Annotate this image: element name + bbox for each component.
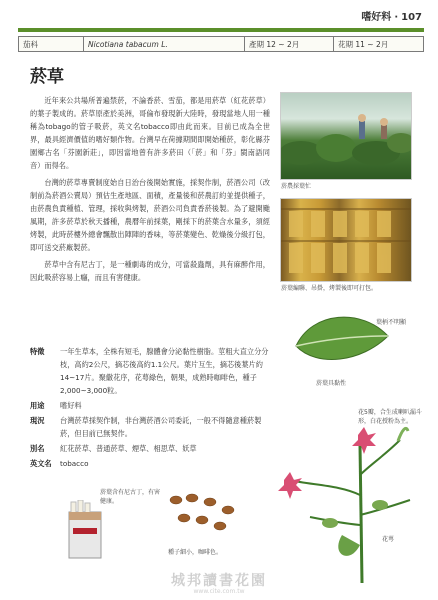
page-header — [361, 8, 422, 23]
harvest-photo-art — [281, 93, 411, 179]
detail-row — [30, 442, 270, 455]
flower-note: 花5瓣，合生成喇叭漏斗形，白花授粉為主。 — [358, 409, 422, 425]
watermark: 城邦讀書花園 — [171, 573, 267, 589]
info-bar — [18, 36, 424, 52]
detail-row — [30, 399, 270, 412]
paragraph: 台灣的菸草專賣制度始自日治台後開始實施，採契作制，菸酒公司（改制前為菸酒公賣局）預估生產地區、面積，產量後和菸農訂約並提供種子，由菸農負責種植、管理，採收與烤製，菸酒公司負責香菸後製。為了避開颱風期，許多菸草於秋天播種，農曆年前採葉，剛採下的菸葉含水量多，須經烤製，此時菸樓外總會飄散出陣陣的香味，等菸葉變色、乾燥後分級打包，即可送交菸廠製菸。 — [30, 178, 270, 252]
details-list — [30, 345, 270, 472]
leaf-caption: 菸葉具黏性 — [316, 380, 347, 387]
detail-value: 台灣菸草採契作制，非台灣菸酒公司委託，一般不得隨意種菸製菸，但目前已無契作。 — [60, 416, 262, 438]
leaf-petiole-note: 葉柄不明顯 — [376, 319, 407, 326]
paragraph: 菸草中含有尼古丁，是一種劇毒的成分，可當殺蟲劑，具有麻醉作用，因此吸菸容易上癮，而且有害健康。 — [30, 260, 270, 282]
drying-photo-caption: 菸葉編聯、吊掛，烤製後即可打包。 — [281, 285, 378, 292]
drying-photo — [280, 198, 412, 282]
detail-key: 現況 — [30, 416, 45, 425]
header-bar — [18, 28, 424, 32]
detail-row — [30, 414, 270, 440]
detail-row — [30, 345, 270, 397]
seeds-illustration — [162, 490, 242, 540]
page-number: 107 — [401, 12, 422, 23]
paragraph: 近年來公共場所普遍禁菸，不論香菸、雪茄，都是用菸草（紅花菸草）的葉子製成的。菸草原產於美洲，哥倫布發現新大陸時，發現當地人用一種稱為tobago的管子吸菸，英文名tobacco即由此而來。目前已成為全世界，最具經濟價值的嗜好類作物。台灣早在荷據期間即開始種菸，彰化縣芬園鄉古名「芬園新莊」，即因當地曾有許多菸田（「菸」和「芬」閩南語同音）而得名。 — [30, 96, 270, 170]
detail-key: 英文名 — [30, 459, 52, 468]
article-body — [30, 94, 270, 288]
flower-period: 花期 11 ~ 2月 — [338, 39, 389, 49]
cigarette-caption: 菸葉含有尼古丁，有害健康。 — [100, 489, 161, 505]
detail-key: 別名 — [30, 444, 45, 453]
drying-photo-art — [281, 199, 411, 281]
harvest-photo — [280, 92, 412, 180]
detail-key: 用途 — [30, 401, 45, 410]
page-title: 菸草 — [30, 67, 64, 87]
detail-value: tobacco — [60, 459, 89, 468]
scientific-name: Nicotiana tabacum L. — [84, 37, 245, 51]
harvest-photo-caption: 菸農採葉忙 — [281, 183, 312, 190]
detail-row — [30, 457, 270, 470]
leaf-period: 產期 12 ~ 2月 — [245, 37, 334, 51]
category: 茄科 — [19, 37, 84, 51]
detail-value: 一年生草本，全株有短毛，腺體會分泌黏性樹脂。莖粗大直立分分枝，高約2公尺，摘芯後高約1.1公尺。葉片互生，摘芯後葉片約14~17片。聚繖花序，花萼綠色，朝果，成熟時咖啡色，種子2,000~3,000粒。 — [60, 347, 269, 395]
calyx-label: 花萼 — [382, 536, 395, 543]
detail-key: 特徵 — [30, 347, 45, 356]
seed-caption: 種子細小，咖啡色。 — [168, 549, 223, 556]
watermark-url: www.cite.com.tw — [193, 588, 245, 595]
detail-value: 嗜好料 — [60, 401, 82, 410]
cigarette-pack-illustration — [65, 500, 105, 560]
flower-illustration — [270, 405, 420, 583]
detail-value: 紅花菸草、普通菸草、煙草、相思草、妖草 — [60, 444, 197, 453]
header-separator: · — [394, 12, 399, 23]
section-name: 嗜好料 — [361, 12, 392, 23]
